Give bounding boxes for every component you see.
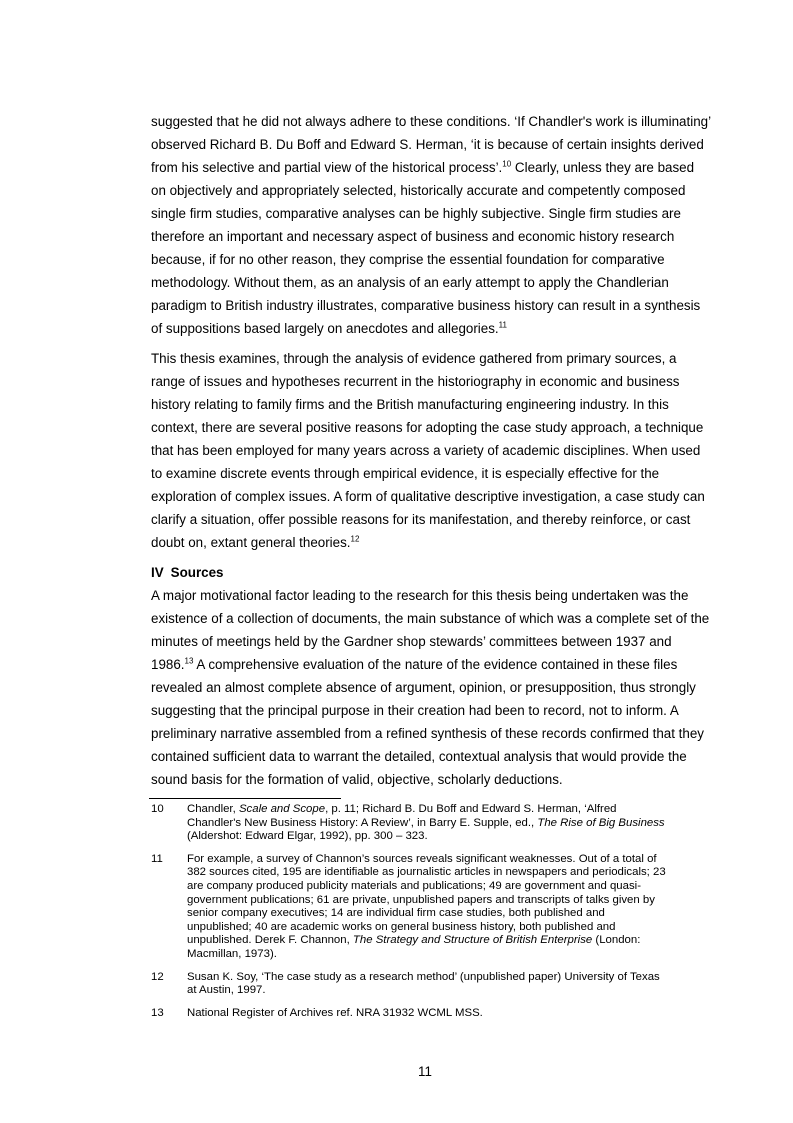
footnote-ref-11[interactable]: 11: [498, 320, 507, 330]
book-title: Scale and Scope: [238, 803, 326, 815]
footnote-text: Susan K. Soy, ‘The case study as a research method’ (unpublished paper) University of Texas at Austin, 1997.: [187, 970, 660, 997]
section-title: Sources: [170, 565, 224, 580]
footnote-12: [151, 971, 711, 998]
footnote-ref-13[interactable]: 13: [184, 656, 194, 666]
footnote-text-part: (Aldershot: Edward Elgar, 1992), pp. 300 – 323.: [187, 830, 428, 843]
footnote-number: 10: [151, 803, 164, 815]
footnote-text: [187, 803, 667, 844]
footnote-text-part: For example, a survey of Channon’s sources reveals significant weaknesses. Out of a total of 382 sources cited, 195 are identifiable as journalistic articles in newspapers and periodicals; 23 are company produced publicity materials and publications; 49 are government and quasi-government publications; 61 are private, unpublished papers and transcripts of talks given by senior company executives; 14 are individual firm case studies, both published and unpublished; 40 are academic works on general business history, both published and unpublished. Derek F. Channon,: [187, 852, 666, 947]
book-title: The Rise of Big Business: [537, 816, 665, 829]
paragraph-text: This thesis examines, through the analysis of evidence gathered from primary sources, a range of issues and hypotheses recurrent in the historiography in economic and business history relating to family firms and the British manufacturing engineering industry. In this context, there are several positive reasons for adopting the case study approach, a technique that has been employed for many years across a variety of academic disciplines. When used to examine discrete events through empirical evidence, it is especially effective for the exploration of complex issues. A form of qualitative descriptive investigation, a case study can clarify a situation, offer possible reasons for its manifestation, and thereby reinforce, or cast doubt on, extant general theories.: [151, 351, 705, 550]
footnote-ref-12[interactable]: 12: [350, 534, 360, 544]
page-number: 11: [418, 1064, 432, 1079]
paragraph-text: A major motivational factor leading to the research for this thesis being undertaken was the existence of a collection of documents, the main substance of which was a complete set of the minutes of meetings held by the Gardner shop stewards’ committees between 1937 and 1986.: [151, 588, 710, 672]
footnote-text: National Register of Archives ref. NRA 31932 WCML MSS.: [187, 1006, 483, 1019]
footnote-divider: [149, 798, 341, 799]
footnote-ref-10[interactable]: 10: [502, 159, 512, 169]
paragraph-text: A comprehensive evaluation of the nature of the evidence contained in these files revealed an almost complete absence of argument, opinion, or presupposition, thus strongly suggesting that the principal purpose in their creation had been to record, not to inform. A preliminary narrative assembled from a refined synthesis of these records confirmed that they contained sufficient data to warrant the detailed, contextual analysis that would provide the sound basis for the formation of valid, objective, scholarly deductions.: [151, 657, 704, 787]
footnote-text-part: (London: Macmillan, 1973).: [187, 934, 641, 960]
footnote-number: 13: [151, 1006, 164, 1019]
paragraph-text: suggested that he did not always adhere to these conditions. ‘If Chandler's work is illuminating’ observed Richard B. Du Boff and Edward S. Herman, ‘it is because of certain insights derived from his selective and partial view of the historical process’.: [151, 114, 711, 175]
footnote-text-part: Chandler,: [187, 803, 239, 815]
section-number: IV: [151, 565, 164, 580]
footnote-text-part: , p. 11; Richard B. Du Boff and Edward S. Herman, ‘Alfred Chandler's New Business History: A Review’, in Barry E. Supple, ed.,: [187, 803, 617, 829]
footnote-text: [187, 853, 667, 962]
page-body: [151, 110, 711, 1029]
footnote-number: 12: [151, 970, 164, 983]
body-paragraph-3: [151, 584, 711, 791]
section-heading: [151, 561, 711, 584]
footnote-number: 11: [151, 852, 163, 865]
footnote-11: [151, 853, 711, 962]
paragraph-text: Clearly, unless they are based on objectively and appropriately selected, historically accurate and competently composed single firm studies, comparative analyses can be highly subjective. Single firm studies are therefore an important and necessary aspect of business and economic history research because, if for no other reason, they comprise the essential foundation for comparative methodology. Without them, as an analysis of an early attempt to apply the Chandlerian paradigm to British industry illustrates, comparative business history can result in a synthesis of suppositions based largely on anecdotes and allegories.: [151, 160, 701, 336]
body-paragraph-1: [151, 110, 711, 340]
book-title: The Strategy and Structure of British Enterprise: [352, 934, 593, 947]
body-paragraph-2: [151, 347, 711, 554]
footnote-13: [151, 1007, 711, 1021]
footnote-10: [151, 803, 711, 844]
